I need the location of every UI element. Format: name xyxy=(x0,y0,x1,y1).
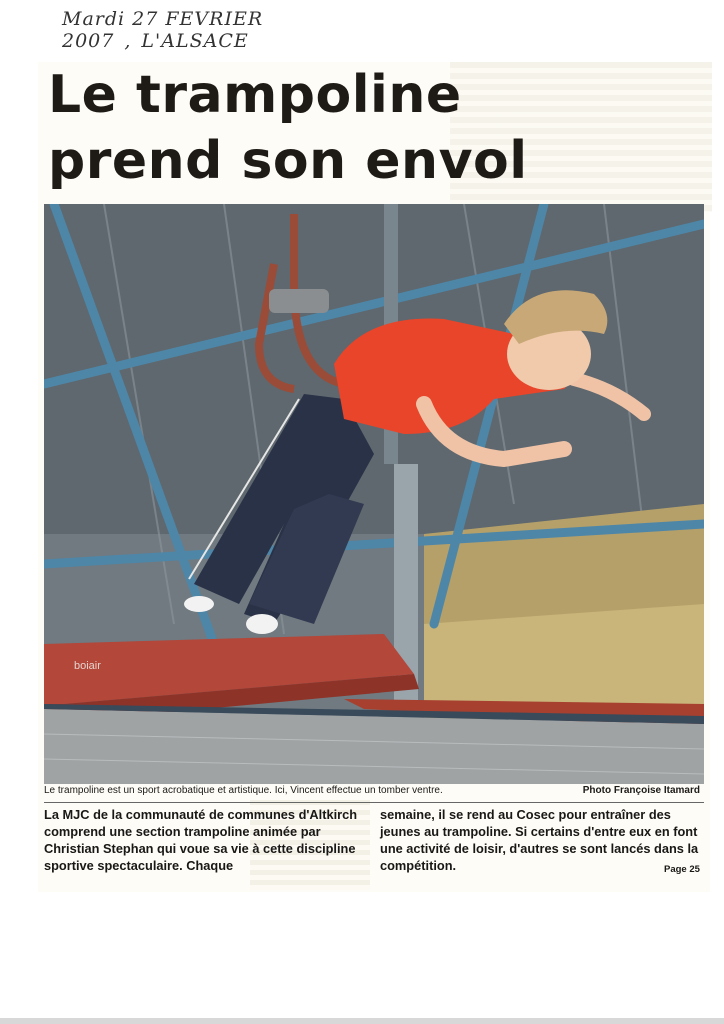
handwritten-separator: , xyxy=(124,30,132,52)
article-body-column-2: semaine, il se rend au Cosec pour entraîner des jeunes au trampoline. Si certains d'entre eux en font une activité de loisir, d'autres se sont lancés dans la compétition. xyxy=(380,807,699,873)
photo-caption: Le trampoline est un sport acrobatique et artistique. Ici, Vincent effectue un tomber ventre. xyxy=(44,785,443,796)
handwritten-date: Mardi 27 FEVRIER 2007 xyxy=(62,8,264,52)
handwritten-date-note xyxy=(62,8,462,52)
article-body-column-1: La MJC de la communauté de communes d'Altkirch comprend une section trampoline animée par Christian Stephan qui voue sa vie à cette discipline sportive spectaculaire. Chaque xyxy=(44,807,358,873)
photo-credit: Photo Françoise Itamard xyxy=(582,785,700,796)
scan-bottom-edge xyxy=(0,1018,724,1024)
trampoline-photo-illustration xyxy=(44,204,704,784)
article-headline: Le trampoline prend son envol xyxy=(48,65,528,191)
mat-brand-label: boiair xyxy=(74,660,101,672)
article-photo xyxy=(44,204,704,784)
photo-caption-row xyxy=(44,785,704,803)
page-reference: Page 25 xyxy=(664,864,700,875)
handwritten-newspaper-name: L'ALSACE xyxy=(141,30,249,52)
